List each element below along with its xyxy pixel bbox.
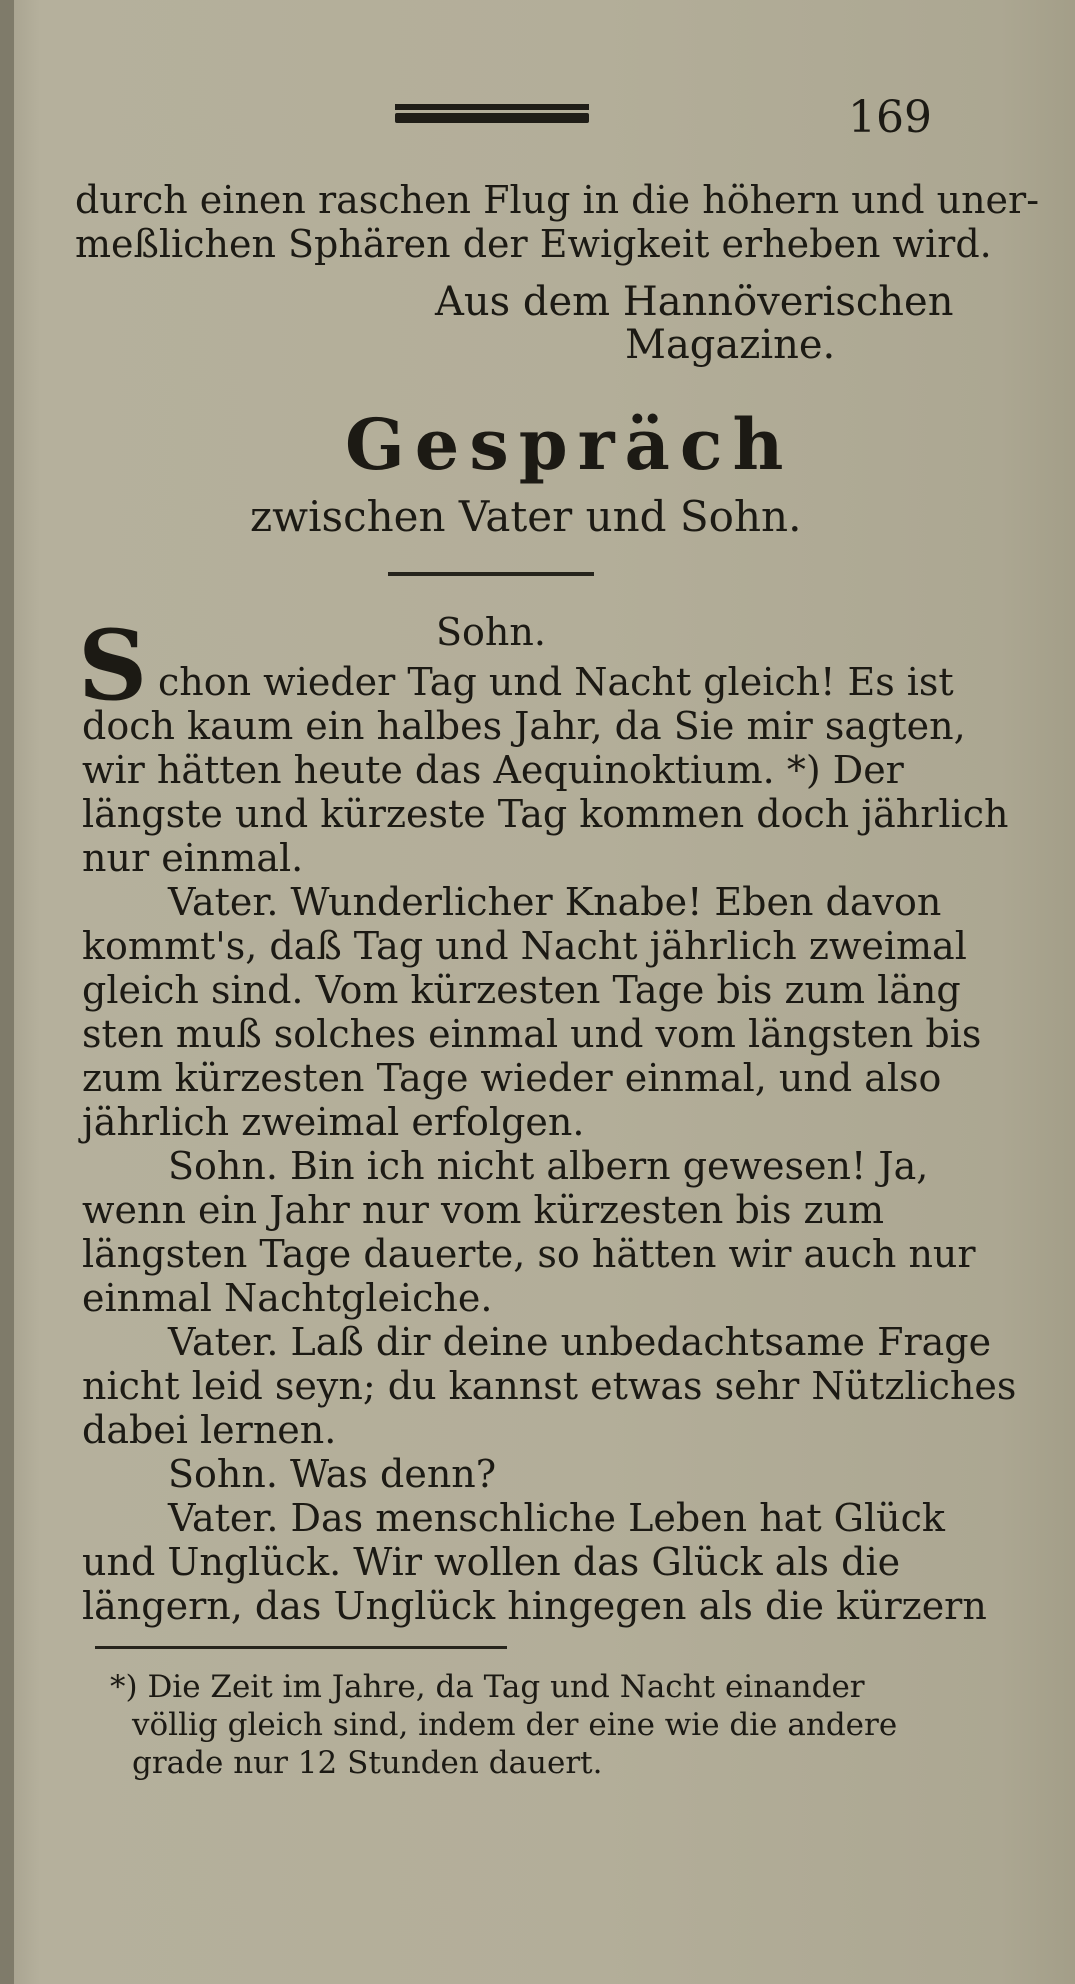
footnote-line: grade nur 12 Stunden dauert. (132, 1745, 603, 1781)
footnote-line: *) Die Zeit im Jahre, da Tag und Nacht einander (110, 1669, 865, 1705)
footnote-line: völlig gleich sind, indem der eine wie die andere (132, 1707, 898, 1743)
continuation-line: durch einen raschen Flug in die höhern und uner- (75, 178, 1040, 222)
text-line: einmal Nachtgleiche. (82, 1276, 493, 1320)
header-ornament-rule (395, 104, 589, 126)
text-line: dabei lernen. (82, 1408, 337, 1452)
footnote-divider (95, 1646, 507, 1649)
text-line: zum kürzesten Tage wieder einmal, und also (82, 1056, 942, 1100)
text-line: sten muß solches einmal und vom längsten bis (82, 1012, 982, 1056)
page-number: 169 (848, 92, 932, 143)
continuation-line: meßlichen Sphären der Ewigkeit erheben wird. (75, 222, 992, 266)
text-line: Sohn. Bin ich nicht albern gewesen! Ja, (168, 1144, 929, 1188)
title-divider (388, 572, 594, 576)
text-line: längern, das Unglück hingegen als die kürzern (82, 1584, 987, 1628)
text-line: wenn ein Jahr nur vom kürzesten bis zum (82, 1188, 885, 1232)
source-line: Magazine. (625, 322, 836, 368)
text-line: jährlich zweimal erfolgen. (82, 1100, 585, 1144)
text-line: und Unglück. Wir wollen das Glück als die (82, 1540, 901, 1584)
source-line: Aus dem Hannöverischen (435, 279, 954, 325)
text-line: doch kaum ein halbes Jahr, da Sie mir sagten, (82, 704, 966, 748)
text-line: Sohn. Was denn? (168, 1452, 497, 1496)
article-subtitle: zwischen Vater und Sohn. (250, 492, 802, 541)
page-edge (0, 0, 14, 1984)
text-line: chon wieder Tag und Nacht gleich! Es ist (158, 660, 954, 704)
text-line: wir hätten heute das Aequinoktium. *) Der (82, 748, 904, 792)
text-line: längste und kürzeste Tag kommen doch jährlich (82, 792, 1009, 836)
text-line: längsten Tage dauerte, so hätten wir auch nur (82, 1232, 976, 1276)
text-line: nicht leid seyn; du kannst etwas sehr Nützliches (82, 1364, 1017, 1408)
text-line: Vater. Das menschliche Leben hat Glück (168, 1496, 945, 1540)
text-line: Vater. Wunderlicher Knabe! Eben davon (168, 880, 942, 924)
article-title: Gespräch (345, 403, 794, 486)
text-line: gleich sind. Vom kürzesten Tage bis zum läng (82, 968, 961, 1012)
header-rule-thin (395, 104, 589, 110)
text-line: nur einmal. (82, 836, 304, 880)
text-line: Vater. Laß dir deine unbedachtsame Frage (168, 1320, 992, 1364)
text-line: kommt's, daß Tag und Nacht jährlich zweimal (82, 924, 967, 968)
speaker-label: Sohn. (436, 610, 546, 654)
header-rule-thick (395, 113, 589, 123)
drop-cap: S (78, 609, 148, 722)
